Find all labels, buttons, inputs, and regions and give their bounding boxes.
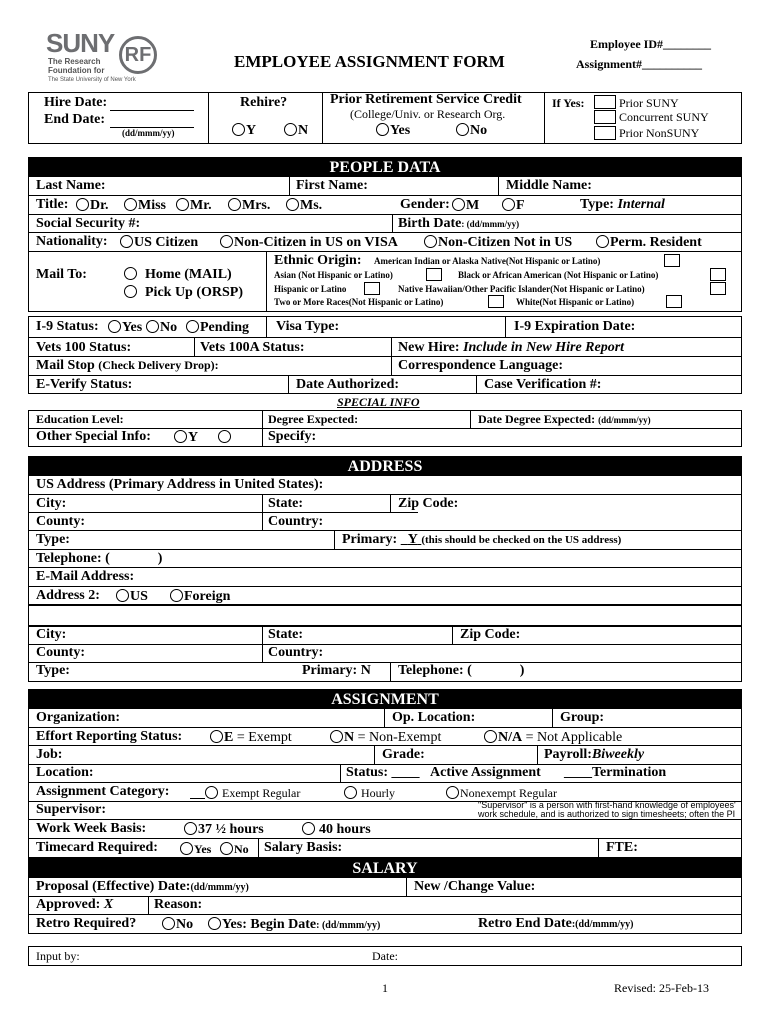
active-assignment-label: Active Assignment — [430, 765, 541, 780]
radio-icon — [180, 842, 193, 855]
ethnic-american-indian-checkbox[interactable] — [664, 254, 680, 267]
state2-label: State: — [268, 627, 303, 642]
i9-expiration-label: I-9 Expiration Date: — [514, 319, 636, 334]
work-week-37-option[interactable]: 37 ½ hours — [184, 822, 264, 838]
gender-f-option[interactable]: F — [502, 198, 525, 214]
radio-icon — [596, 235, 609, 248]
gender-label: Gender: — [400, 197, 450, 212]
address2-us-option[interactable]: US — [116, 589, 148, 605]
radio-icon — [210, 730, 223, 743]
other-special-y-option[interactable]: Y — [174, 430, 198, 446]
degree-expected-label: Degree Expected: — [268, 412, 359, 426]
title-mrs-option[interactable]: Mrs. — [228, 198, 270, 214]
timecard-no-option[interactable]: No — [220, 842, 249, 856]
rehire-label: Rehire? — [240, 95, 288, 110]
employee-id-label: Employee ID#________ — [590, 37, 711, 51]
supervisor-label: Supervisor: — [36, 802, 106, 817]
i9-status-label: I-9 Status: — [36, 319, 99, 334]
radio-icon — [116, 589, 129, 602]
retro-no-option[interactable]: No — [162, 917, 193, 933]
address-header: ADDRESS — [28, 456, 742, 475]
ethnic-origin-label: Ethnic Origin: — [274, 253, 362, 268]
rehire-n-option[interactable]: N — [284, 123, 308, 139]
county2-label: County: — [36, 645, 86, 660]
i9-yes-option[interactable]: Yes — [108, 320, 142, 336]
special-info-heading: SPECIAL INFO — [337, 395, 420, 409]
status-label: Status: ____ — [346, 765, 420, 780]
radio-icon — [174, 430, 187, 443]
location-label: Location: — [36, 765, 94, 780]
job-label: Job: — [36, 747, 63, 762]
radio-icon — [446, 786, 459, 799]
other-special-info-label: Other Special Info: — [36, 429, 151, 444]
ethnic-asian-label: Asian (Not Hispanic or Latino) — [274, 270, 393, 280]
effort-nonexempt-option[interactable]: N = Non-Exempt — [330, 730, 441, 746]
ethnic-asian-checkbox[interactable] — [426, 268, 442, 281]
hire-date-label: Hire Date: — [44, 95, 108, 110]
op-location-label: Op. Location: — [392, 710, 476, 725]
date-degree-expected-label: Date Degree Expected: (dd/mmm/yy) — [478, 412, 651, 426]
timecard-required-label: Timecard Required: — [36, 840, 158, 855]
title-dr-option[interactable]: Dr. — [76, 198, 109, 214]
radio-icon — [376, 123, 389, 136]
radio-icon — [424, 235, 437, 248]
radio-icon — [232, 123, 245, 136]
concurrent-suny-checkbox[interactable] — [594, 110, 616, 124]
vets100-label: Vets 100 Status: — [36, 340, 132, 355]
assignment-header: ASSIGNMENT — [28, 689, 742, 708]
address2-label: Address 2: — [36, 588, 100, 603]
radio-icon — [205, 786, 218, 799]
radio-icon — [124, 198, 137, 211]
ethnic-black-checkbox[interactable] — [710, 268, 726, 281]
radio-icon — [120, 235, 133, 248]
radio-icon — [220, 842, 233, 855]
everify-status-label: E-Verify Status: — [36, 377, 133, 392]
retro-yes-option[interactable]: Yes: Begin Date: (dd/mmm/yy) — [208, 917, 380, 933]
i9-pending-option[interactable]: Pending — [186, 320, 249, 336]
ethnic-white-checkbox[interactable] — [666, 295, 682, 308]
college-hint: (College/Univ. or Research Org. — [350, 107, 506, 121]
fte-label: FTE: — [606, 840, 638, 855]
radio-icon — [208, 917, 221, 930]
title-miss-option[interactable]: Miss — [124, 198, 166, 214]
ethnic-two-or-more-checkbox[interactable] — [488, 295, 504, 308]
logo-rf-circle: RF — [119, 36, 157, 74]
mail-home-option[interactable]: Home (MAIL) — [124, 267, 232, 283]
assignment-category-label: Assignment Category: — [36, 784, 170, 799]
zip-code2-label: Zip Code: — [460, 627, 521, 642]
mail-pickup-option[interactable]: Pick Up (ORSP) — [124, 285, 243, 301]
prior-nonsuny-checkbox[interactable] — [594, 126, 616, 140]
address2-foreign-option[interactable]: Foreign — [170, 589, 230, 605]
country2-label: Country: — [268, 645, 324, 660]
prior-ret-no-option[interactable]: No — [456, 123, 487, 139]
reason-label: Reason: — [154, 897, 203, 912]
ethnic-hawaiian-label: Native Hawaiian/Other Pacific Islander(Not Hispanic or Latino) — [398, 284, 645, 294]
radio-icon — [218, 430, 231, 443]
organization-label: Organization: — [36, 710, 120, 725]
radio-icon — [146, 320, 159, 333]
assignment-number-label: Assignment#__________ — [576, 57, 703, 71]
first-name-label: First Name: — [296, 178, 368, 193]
type-label: Type: — [36, 532, 70, 547]
gender-m-option[interactable]: M — [452, 198, 479, 214]
radio-icon — [484, 730, 497, 743]
logo — [44, 16, 154, 86]
primary-label: Primary: Y (this should be checked on the US address) — [342, 532, 622, 547]
email-label: E-Mail Address: — [36, 569, 135, 584]
prior-retirement-label: Prior Retirement Service Credit — [330, 92, 522, 107]
ssn-label: Social Security #: — [36, 216, 141, 231]
page-number: 1 — [382, 981, 388, 995]
i9-no-option[interactable]: No — [146, 320, 177, 336]
other-special-n-option[interactable] — [218, 430, 232, 446]
prior-nonsuny-label: Prior NonSUNY — [619, 126, 700, 140]
title-mr-option[interactable]: Mr. — [176, 198, 212, 214]
ethnic-hawaiian-checkbox[interactable] — [710, 282, 726, 295]
nationality-visa-option[interactable]: Non-Citizen in US on VISA — [220, 235, 398, 251]
effort-reporting-label: Effort Reporting Status: — [36, 729, 183, 744]
radio-icon — [502, 198, 515, 211]
type-label: Type: Internal — [580, 197, 665, 212]
logo-line1: The Research — [48, 57, 101, 66]
radio-icon — [220, 235, 233, 248]
last-name-label: Last Name: — [36, 178, 106, 193]
radio-icon — [302, 822, 315, 835]
visa-type-label: Visa Type: — [276, 319, 340, 334]
nationality-label: Nationality: — [36, 234, 108, 249]
date-label: Date: — [372, 949, 398, 963]
ethnic-hispanic-label: Hispanic or Latino — [274, 284, 347, 294]
case-verification-label: Case Verification #: — [484, 377, 602, 392]
work-week-basis-label: Work Week Basis: — [36, 821, 147, 836]
ethnic-two-or-more-label: Two or More Races(Not Hispanic or Latino) — [274, 297, 444, 307]
logo-suny-text: SUNY — [46, 28, 115, 58]
radio-icon — [228, 198, 241, 211]
salary-header: SALARY — [28, 858, 742, 877]
mail-stop-label: Mail Stop (Check Delivery Drop): — [36, 358, 219, 373]
proposal-date-label: Proposal (Effective) Date:(dd/mmm/yy) — [36, 879, 249, 894]
radio-icon — [170, 589, 183, 602]
radio-icon — [344, 786, 357, 799]
effort-exempt-option[interactable]: E = Exempt — [210, 730, 292, 746]
radio-icon — [330, 730, 343, 743]
end-date-label: End Date: — [44, 112, 106, 127]
group-label: Group: — [560, 710, 605, 725]
logo-line2: Foundation for — [48, 66, 105, 75]
radio-icon — [284, 123, 297, 136]
ethnic-american-indian-label: American Indian or Alaska Native(Not Hispanic or Latino) — [374, 256, 601, 266]
education-level-label: Education Level: — [36, 412, 124, 426]
specify-label: Specify: — [268, 429, 317, 444]
correspondence-language-label: Correspondence Language: — [398, 358, 564, 373]
date-format-hint: (dd/mmm/yy) — [122, 128, 175, 138]
radio-icon — [184, 822, 197, 835]
radio-icon — [452, 198, 465, 211]
state-label: State: — [268, 496, 303, 511]
vets100a-label: Vets 100A Status: — [200, 340, 305, 355]
category-hourly-option[interactable]: Hourly — [344, 786, 395, 800]
logo-line3: The State University of New York — [48, 77, 136, 83]
retro-required-label: Retro Required? — [36, 916, 137, 931]
supervisor-note-line2: work schedule, and is authorized to sign timesheets; often the PI — [478, 809, 736, 819]
title-ms-option[interactable]: Ms. — [286, 198, 322, 214]
ethnic-black-label: Black or African American (Not Hispanic or Latino) — [458, 270, 659, 280]
approved-label: Approved: X — [36, 897, 114, 912]
work-week-40-option[interactable]: 40 hours — [302, 822, 371, 838]
telephone2-label: Telephone: ( ) — [398, 663, 525, 678]
radio-icon — [108, 320, 121, 333]
payroll-label: Payroll:Biweekly — [544, 747, 645, 762]
radio-icon — [124, 285, 137, 298]
prior-suny-checkbox[interactable] — [594, 95, 616, 109]
date-authorized-label: Date Authorized: — [296, 377, 400, 392]
new-change-value-label: New /Change Value: — [414, 879, 536, 894]
salary-basis-label: Salary Basis: — [264, 840, 343, 855]
telephone-label: Telephone: ( ) — [36, 551, 163, 566]
radio-icon — [186, 320, 199, 333]
prior-ret-yes-option[interactable]: Yes — [376, 123, 410, 139]
radio-icon — [124, 267, 137, 280]
rehire-y-option[interactable]: Y — [232, 123, 256, 139]
retro-end-date-label: Retro End Date:(dd/mmm/yy) — [478, 916, 634, 931]
timecard-yes-option[interactable]: Yes — [180, 842, 211, 856]
radio-icon — [162, 917, 175, 930]
primary-n-label: Primary: N — [302, 663, 371, 678]
nationality-us-citizen-option[interactable]: US Citizen — [120, 235, 198, 251]
title-label: Title: — [36, 197, 69, 212]
city-label: City: — [36, 496, 67, 511]
revised-date: Revised: 25-Feb-13 — [614, 981, 709, 995]
people-data-header: PEOPLE DATA — [28, 157, 742, 176]
ethnic-white-label: White(Not Hispanic or Latino) — [516, 297, 635, 307]
nationality-not-in-us-option[interactable]: Non-Citizen Not in US — [424, 235, 572, 251]
prior-suny-label: Prior SUNY — [619, 96, 679, 110]
county-label: County: — [36, 514, 86, 529]
city2-label: City: — [36, 627, 67, 642]
grade-label: Grade: — [382, 747, 425, 762]
category-exempt-regular-option[interactable]: Exempt Regular — [190, 786, 300, 800]
middle-name-label: Middle Name: — [506, 178, 592, 193]
mail-to-label: Mail To: — [36, 267, 87, 282]
radio-icon — [286, 198, 299, 211]
type2-label: Type: — [36, 663, 70, 678]
effort-na-option[interactable]: N/A = Not Applicable — [484, 730, 622, 746]
new-hire-label: New Hire: Include in New Hire Report — [398, 340, 625, 355]
nationality-perm-option[interactable]: Perm. Resident — [596, 235, 702, 251]
concurrent-suny-label: Concurrent SUNY — [619, 110, 709, 124]
us-address-label: US Address (Primary Address in United States): — [36, 477, 324, 492]
category-nonexempt-regular-option[interactable]: Nonexempt Regular — [446, 786, 557, 800]
birth-date-label: Birth Date: (dd/mmm/yy) — [398, 216, 520, 231]
form-title: EMPLOYEE ASSIGNMENT FORM — [234, 52, 505, 71]
radio-icon — [176, 198, 189, 211]
country-label: Country: — [268, 514, 324, 529]
input-by-label: Input by: — [36, 949, 80, 963]
termination-label: ____Termination — [564, 765, 667, 780]
ethnic-hispanic-checkbox[interactable] — [364, 282, 380, 295]
radio-icon — [456, 123, 469, 136]
radio-icon — [76, 198, 89, 211]
supervisor-note-line1: "Supervisor" is a person with first-hand knowledge of employees' — [478, 800, 736, 810]
zip-code-label: Zip Code: — [398, 496, 459, 511]
if-yes-label: If Yes: — [552, 96, 585, 110]
